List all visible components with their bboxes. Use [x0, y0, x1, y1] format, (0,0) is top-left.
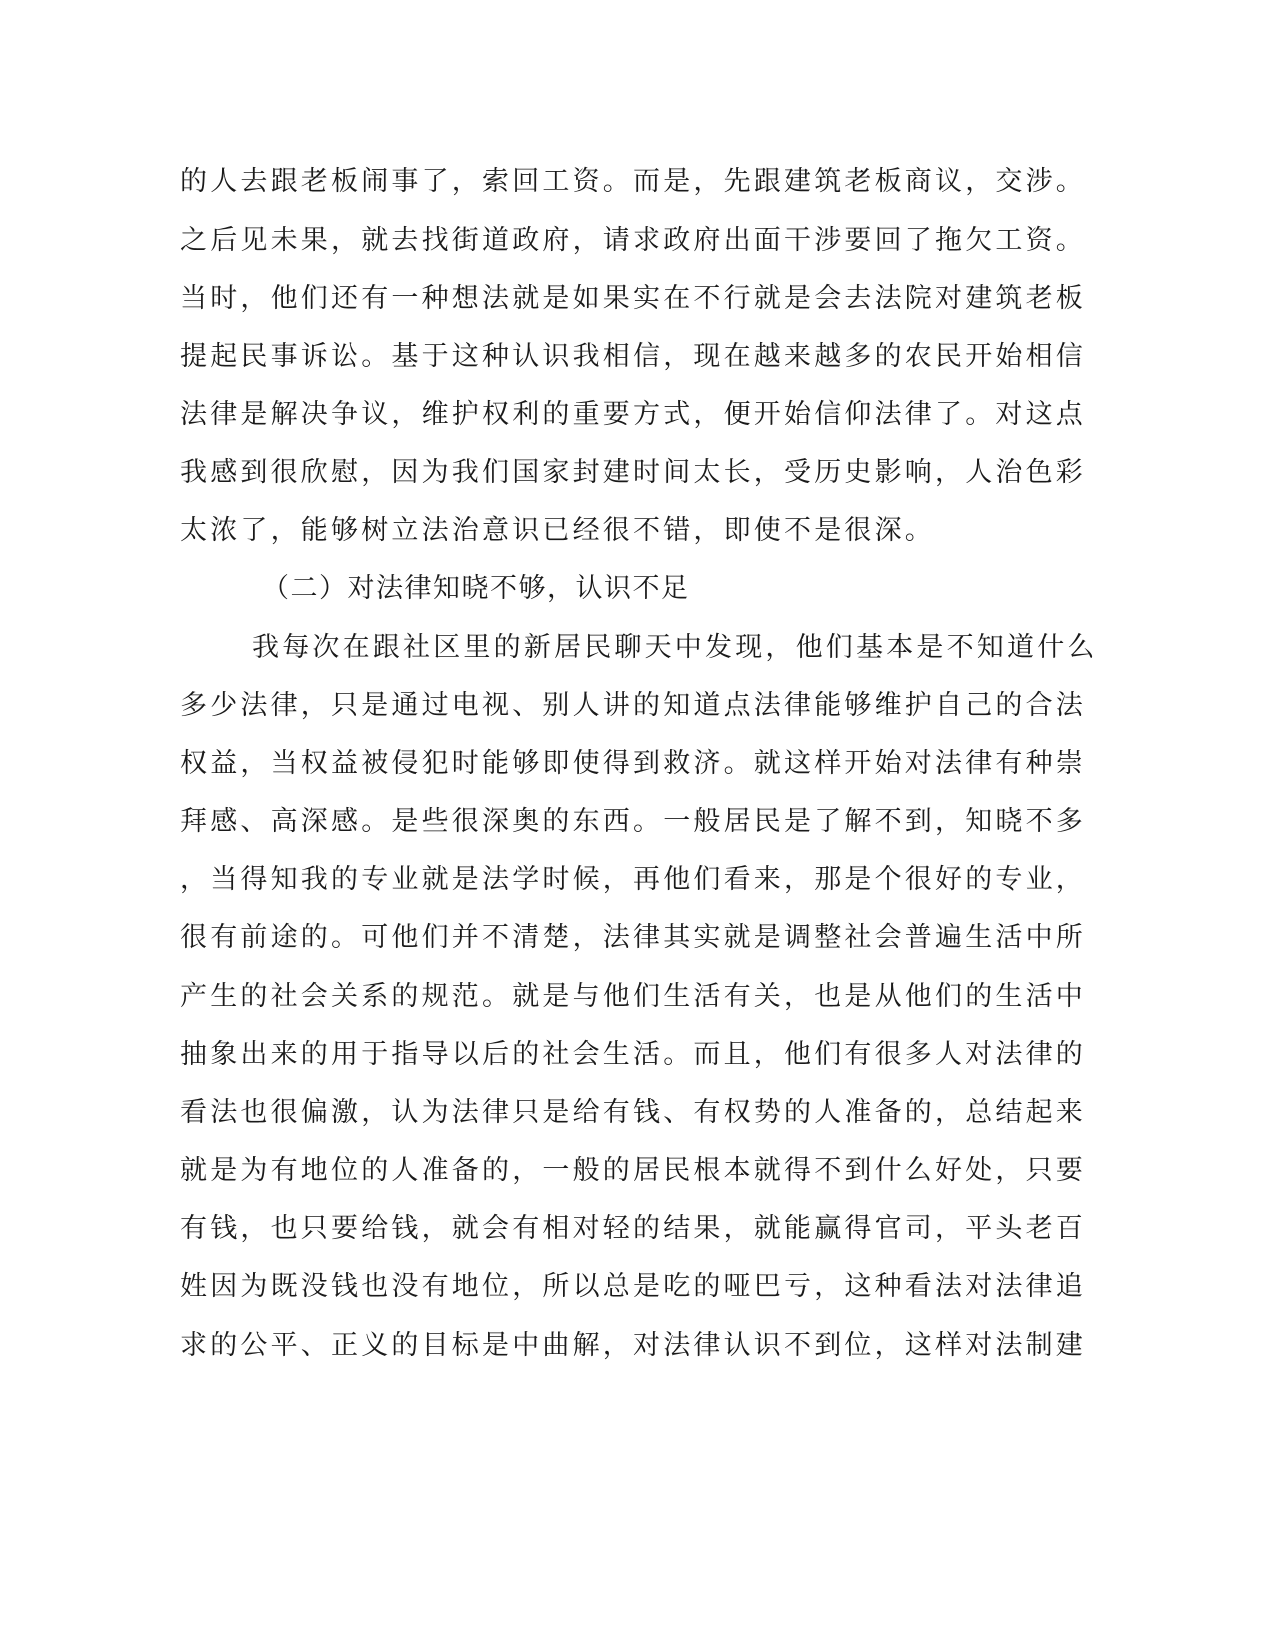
- text-line: 太浓了，能够树立法治意识已经很不错，即使不是很深。: [180, 515, 935, 546]
- text-line: 当时，他们还有一种想法就是如果实在不行就是会去法院对建筑老板: [180, 283, 1086, 314]
- text-line: ，当得知我的专业就是法学时候，再他们看来，那是个很好的专业，: [180, 864, 1086, 895]
- section-heading: （二）对法律知晓不够，认识不足: [262, 573, 690, 604]
- text-line: 有钱，也只要给钱，就会有相对轻的结果，就能赢得官司，平头老百: [180, 1213, 1086, 1244]
- text-line: 抽象出来的用于指导以后的社会生活。而且，他们有很多人对法律的: [180, 1039, 1086, 1070]
- text-line: 之后见未果，就去找街道政府，请求政府出面干涉要回了拖欠工资。: [180, 225, 1086, 256]
- text-line: 我感到很欣慰，因为我们国家封建时间太长，受历史影响，人治色彩: [180, 457, 1086, 488]
- text-line: 产生的社会关系的规范。就是与他们生活有关，也是从他们的生活中: [180, 981, 1086, 1012]
- text-line: 权益，当权益被侵犯时能够即使得到救济。就这样开始对法律有种崇: [180, 748, 1086, 779]
- text-line: 的人去跟老板闹事了，索回工资。而是，先跟建筑老板商议，交涉。: [180, 166, 1086, 197]
- text-line: 很有前途的。可他们并不清楚，法律其实就是调整社会普遍生活中所: [180, 922, 1086, 953]
- text-line: 看法也很偏激，认为法律只是给有钱、有权势的人准备的，总结起来: [180, 1097, 1086, 1128]
- text-line: 求的公平、正义的目标是中曲解，对法律认识不到位，这样对法制建: [180, 1330, 1086, 1361]
- text-line: 提起民事诉讼。基于这种认识我相信，现在越来越多的农民开始相信: [180, 341, 1086, 372]
- text-line: 拜感、高深感。是些很深奥的东西。一般居民是了解不到，知晓不多: [180, 806, 1086, 837]
- text-line: 多少法律，只是通过电视、别人讲的知道点法律能够维护自己的合法: [180, 690, 1086, 721]
- text-line: 法律是解决争议，维护权利的重要方式，便开始信仰法律了。对这点: [180, 399, 1086, 430]
- text-line: 姓因为既没钱也没有地位，所以总是吃的哑巴亏，这种看法对法律追: [180, 1271, 1086, 1302]
- text-line: 就是为有地位的人准备的，一般的居民根本就得不到什么好处，只要: [180, 1155, 1086, 1186]
- paragraph-first-line: 我每次在跟社区里的新居民聊天中发现，他们基本是不知道什么: [252, 632, 1098, 663]
